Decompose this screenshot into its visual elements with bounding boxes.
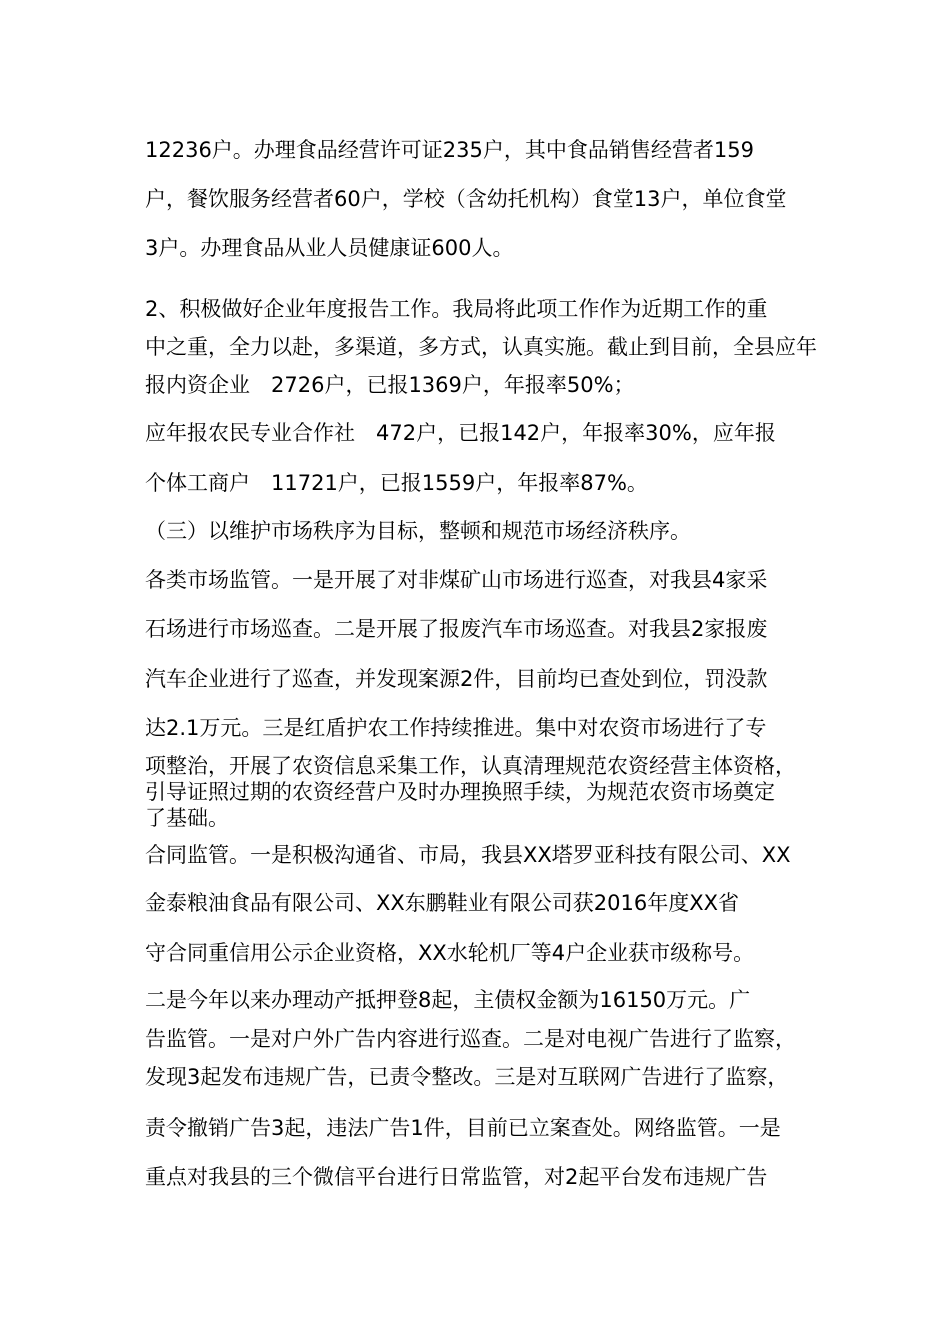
text-line-17: 合同监管。一是积极沟通省、市局，我县XX塔罗亚科技有限公司、XX (145, 843, 791, 867)
text-line-5: 中之重，全力以赴，多渠道，多方式，认真实施。截止到目前，全县应年 (145, 335, 817, 359)
text-line-16: 了基础。 (145, 806, 229, 830)
text-line-7: 应年报农民专业合作社 472户，已报142户，年报率30%，应年报 (145, 421, 776, 445)
text-line-1: 12236户。办理食品经营许可证235户，其中食品销售经营者159 (145, 138, 754, 162)
text-line-6: 报内资企业 2726户，已报1369户，年报率50%； (145, 373, 635, 397)
section-heading: （三）以维护市场秩序为目标，整顿和规范市场经济秩序。 (145, 519, 691, 543)
text-line-24: 重点对我县的三个微信平台进行日常监管，对2起平台发布违规广告 (145, 1165, 768, 1189)
text-line-19: 守合同重信用公示企业资格，XX水轮机厂等4户企业获市级称号。 (145, 941, 755, 965)
text-line-4: 2、积极做好企业年度报告工作。我局将此项工作作为近期工作的重 (145, 297, 768, 321)
text-line-15: 引导证照过期的农资经营户及时办理换照手续，为规范农资市场奠定 (145, 780, 775, 804)
text-line-8: 个体工商户 11721户，已报1559户，年报率87%。 (145, 471, 648, 495)
text-line-21: 告监管。一是对户外广告内容进行巡查。二是对电视广告进行了监察， (145, 1027, 796, 1051)
text-line-11: 石场进行市场巡查。二是开展了报废汽车市场巡查。对我县2家报废 (145, 617, 768, 641)
text-line-3: 3户。办理食品从业人员健康证600人。 (145, 236, 514, 260)
text-line-18: 金泰粮油食品有限公司、XX东鹏鞋业有限公司获2016年度XX省 (145, 891, 739, 915)
text-line-10: 各类市场监管。一是开展了对非煤矿山市场进行巡查，对我县4家采 (145, 568, 768, 592)
text-line-20: 二是今年以来办理动产抵押登8起，主债权金额为16150万元。广 (145, 988, 751, 1012)
text-line-12: 汽车企业进行了巡查，并发现案源2件，目前均已查处到位，罚没款 (145, 667, 768, 691)
text-line-14: 项整治，开展了农资信息采集工作，认真清理规范农资经营主体资格， (145, 754, 796, 778)
text-line-23: 责令撤销广告3起，违法广告1件，目前已立案查处。网络监管。一是 (145, 1116, 781, 1140)
text-line-22: 发现3起发布违规广告，已责令整改。三是对互联网广告进行了监察， (145, 1065, 789, 1089)
text-line-2: 户，餐饮服务经营者60户，学校（含幼托机构）食堂13户，单位食堂 (145, 187, 787, 211)
text-line-13: 达2.1万元。三是红盾护农工作持续推进。集中对农资市场进行了专 (145, 716, 767, 740)
